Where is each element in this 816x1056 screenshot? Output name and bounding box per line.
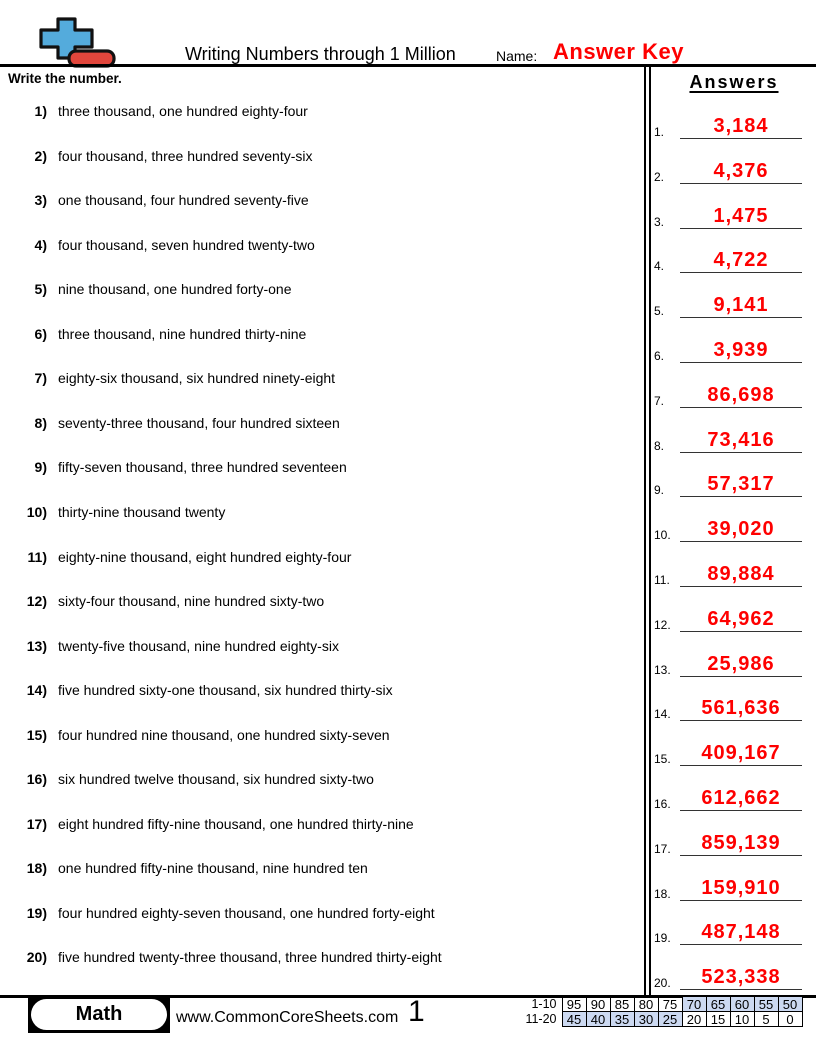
answer-blank (680, 743, 802, 766)
answer-row (654, 202, 802, 229)
answer-value: 39,020 (707, 518, 775, 541)
question-text: six hundred twelve thousand, six hundred sixty-two (58, 771, 374, 788)
score-cell: 45 (562, 1012, 586, 1027)
score-cell: 25 (658, 1012, 682, 1027)
question-number: 1) (34, 103, 47, 119)
question-text: one hundred fifty-nine thousand, nine hundred ten (58, 860, 368, 877)
score-cell: 0 (778, 1012, 802, 1027)
answer-blank (680, 833, 802, 856)
answer-number: 12. (654, 617, 671, 632)
question-text: four thousand, seven hundred twenty-two (58, 236, 315, 253)
answer-number: 8. (654, 438, 665, 453)
question-number: 4) (34, 236, 47, 253)
question-row (0, 504, 640, 520)
answer-row (654, 112, 802, 139)
answer-blank (680, 295, 802, 318)
question-number: 8) (34, 414, 47, 431)
answer-blank (680, 340, 802, 363)
answer-blank (680, 698, 802, 721)
answer-value: 57,317 (707, 473, 775, 496)
answer-number: 20. (654, 976, 671, 991)
question-text: four hundred eighty-seven thousand, one hundred forty-eight (58, 904, 435, 921)
question-text: eight hundred fifty-nine thousand, one hundred thirty-nine (58, 815, 414, 832)
header-rule (0, 64, 816, 67)
question-text: fifty-seven thousand, three hundred seventeen (58, 459, 347, 476)
answer-value: 487,148 (701, 921, 781, 944)
answer-blank (680, 519, 802, 542)
score-cell: 90 (586, 997, 610, 1012)
answer-value: 89,884 (707, 563, 775, 585)
answer-blank (680, 385, 802, 408)
score-cell: 65 (706, 997, 730, 1012)
question-text: five hundred sixty-one thousand, six hundred thirty-six (58, 682, 393, 699)
answer-row (654, 918, 802, 945)
answer-value: 1,475 (713, 204, 769, 227)
answers-heading: Answers (689, 72, 779, 92)
question-row (0, 415, 640, 431)
question-number: 5) (34, 281, 47, 298)
answer-value: 3,939 (713, 339, 769, 361)
answer-blank (680, 788, 802, 811)
answer-number: 7. (654, 393, 665, 408)
score-cell: 20 (682, 1012, 706, 1027)
question-row (0, 370, 640, 386)
answer-value: 25,986 (707, 652, 775, 675)
question-text: sixty-four thousand, nine hundred sixty-two (58, 593, 325, 610)
answers-divider (644, 67, 651, 995)
question-number: 9) (34, 459, 47, 476)
answer-value: 86,698 (707, 383, 775, 406)
answer-row (654, 784, 802, 811)
answer-number: 11. (654, 573, 670, 587)
question-row (0, 192, 640, 208)
answer-blank (680, 474, 802, 497)
score-cell: 10 (730, 1012, 754, 1027)
question-row (0, 905, 640, 921)
answer-value: 9,141 (713, 294, 769, 317)
question-number: 10) (26, 503, 47, 520)
score-cell: 60 (730, 997, 754, 1012)
page-number: 1 (408, 995, 425, 1028)
question-number: 19) (26, 904, 47, 921)
answer-key-text: Answer Key (553, 39, 684, 64)
question-text: one thousand, four hundred seventy-five (58, 192, 309, 209)
answer-blank (680, 967, 802, 990)
question-number: 17) (26, 815, 47, 832)
question-row (0, 771, 640, 787)
answer-value: 3,184 (713, 115, 769, 137)
answer-value: 859,139 (701, 831, 781, 854)
answer-number: 9. (654, 483, 665, 498)
question-number: 6) (34, 325, 47, 342)
question-row (0, 860, 640, 876)
score-cell: 70 (682, 997, 706, 1012)
question-number: 18) (26, 860, 47, 877)
answer-number: 16. (654, 797, 671, 811)
answer-number: 3. (654, 214, 665, 229)
answer-row (654, 157, 802, 184)
question-number: 13) (26, 637, 47, 654)
score-row (514, 997, 802, 1012)
question-number: 2) (34, 147, 47, 164)
score-cell: 35 (610, 1012, 634, 1027)
answer-blank (680, 878, 802, 901)
answer-number: 18. (654, 886, 671, 901)
question-text: eighty-nine thousand, eight hundred eighty-four (58, 548, 352, 565)
answer-row (654, 963, 802, 990)
answer-row (654, 246, 802, 273)
question-row (0, 148, 640, 164)
question-row (0, 326, 640, 342)
question-text: eighty-six thousand, six hundred ninety-eight (58, 370, 336, 387)
answer-blank (680, 206, 802, 229)
score-cell: 15 (706, 1012, 730, 1027)
score-cell: 40 (586, 1012, 610, 1027)
question-text: thirty-nine thousand twenty (58, 503, 226, 520)
answer-blank (680, 564, 802, 587)
answer-blank (680, 116, 802, 139)
question-text: three thousand, one hundred eighty-four (58, 103, 308, 119)
answer-row (654, 560, 802, 587)
score-cell: 5 (754, 1012, 778, 1027)
answer-blank (680, 250, 802, 273)
question-number: 14) (26, 682, 47, 699)
score-cell: 30 (634, 1012, 658, 1027)
question-text: three thousand, nine hundred thirty-nine (58, 325, 307, 342)
question-text: twenty-five thousand, nine hundred eighty-six (58, 637, 339, 654)
subject-badge (28, 996, 170, 1033)
question-number: 7) (34, 370, 47, 387)
answer-number: 14. (654, 707, 671, 722)
question-text: four thousand, three hundred seventy-six (58, 147, 313, 164)
answer-row (654, 470, 802, 497)
score-cell: 95 (562, 997, 586, 1012)
answer-row (654, 291, 802, 318)
answer-number: 6. (654, 349, 665, 363)
score-range-label: 11-20 (525, 1011, 557, 1026)
question-text: nine thousand, one hundred forty-one (58, 281, 292, 298)
answer-blank (680, 654, 802, 677)
answer-number: 4. (654, 259, 665, 274)
answer-blank (680, 161, 802, 184)
answer-row (654, 381, 802, 408)
question-number: 15) (26, 726, 47, 743)
answer-row (654, 739, 802, 766)
answer-number: 2. (654, 169, 665, 184)
plus-minus-logo (38, 17, 118, 69)
score-cell: 50 (778, 997, 802, 1012)
answer-value: 73,416 (707, 428, 775, 451)
question-row (0, 549, 640, 565)
answer-number: 19. (654, 931, 671, 946)
answer-row (654, 336, 802, 363)
question-number: 20) (26, 949, 47, 966)
question-row (0, 682, 640, 698)
answer-row (654, 515, 802, 542)
question-row (0, 593, 640, 609)
question-row (0, 281, 640, 297)
score-cell: 55 (754, 997, 778, 1012)
answer-blank (680, 609, 802, 632)
score-cell: 80 (634, 997, 658, 1012)
score-cell: 75 (658, 997, 682, 1012)
answer-value: 523,338 (701, 966, 781, 989)
question-number: 11) (27, 548, 47, 565)
answer-row (654, 829, 802, 856)
question-row (0, 816, 640, 832)
answer-number: 1. (654, 125, 665, 139)
website-text: www.CommonCoreSheets.com (176, 1009, 399, 1026)
question-row (0, 103, 640, 119)
answer-value: 561,636 (701, 697, 781, 720)
answer-value: 409,167 (701, 742, 781, 765)
question-number: 12) (26, 593, 47, 610)
answer-number: 5. (654, 304, 665, 319)
answer-value: 4,376 (713, 159, 769, 182)
answer-value: 4,722 (713, 249, 769, 272)
answer-value: 159,910 (701, 876, 781, 899)
answer-number: 17. (654, 841, 671, 856)
name-label: Name: (496, 48, 538, 64)
answer-number: 15. (654, 752, 671, 767)
question-row (0, 638, 640, 654)
question-number: 3) (34, 192, 47, 209)
question-row (0, 949, 640, 965)
score-grid (514, 996, 803, 1027)
question-row (0, 237, 640, 253)
answer-row (654, 605, 802, 632)
question-text: seventy-three thousand, four hundred sixteen (58, 414, 340, 431)
question-text: four hundred nine thousand, one hundred sixty-seven (58, 726, 390, 743)
answer-number: 10. (654, 528, 671, 543)
answer-row (654, 426, 802, 453)
answer-blank (680, 430, 802, 453)
question-row (0, 727, 640, 743)
answer-row (654, 650, 802, 677)
answer-blank (680, 922, 802, 945)
score-cell: 85 (610, 997, 634, 1012)
instruction-text: Write the number. (8, 71, 122, 86)
score-range-label: 1-10 (531, 996, 557, 1011)
question-number: 16) (26, 771, 47, 788)
answer-value: 64,962 (707, 607, 775, 630)
question-row (0, 459, 640, 475)
worksheet-title: Writing Numbers through 1 Million (185, 44, 456, 64)
answer-value: 612,662 (701, 787, 781, 809)
score-row (514, 1012, 802, 1027)
answer-row (654, 694, 802, 721)
question-text: five hundred twenty-three thousand, three hundred thirty-eight (58, 949, 442, 966)
answer-number: 13. (654, 662, 671, 677)
answer-row (654, 874, 802, 901)
subject-label: Math (31, 999, 167, 1030)
